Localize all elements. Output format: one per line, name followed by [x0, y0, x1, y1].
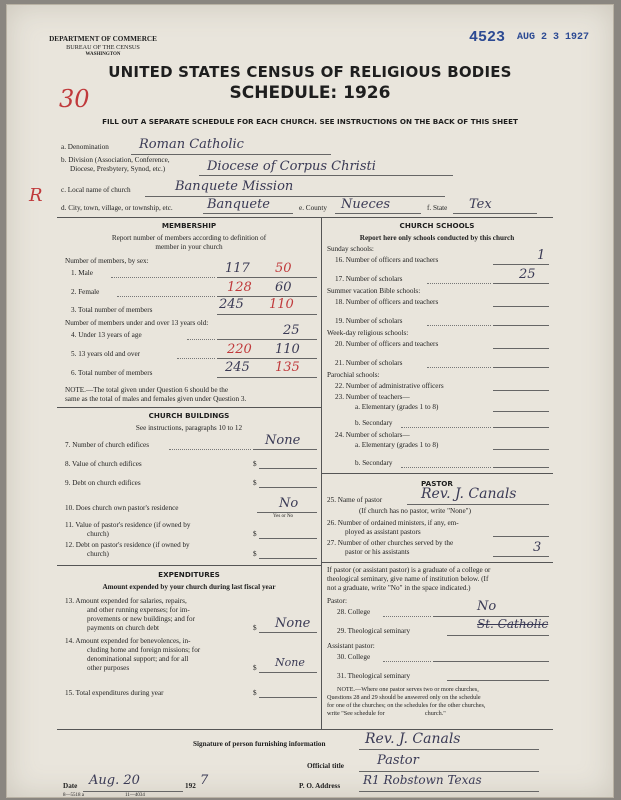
q16-value: 1 — [537, 248, 546, 263]
local-name-label: c. Local name of church — [61, 186, 131, 194]
q13-value: None — [275, 616, 311, 631]
q4-value: 25 — [283, 323, 300, 338]
red-sheet-number: 30 — [59, 85, 90, 113]
q14-value: None — [275, 656, 305, 669]
bureau-city: WASHINGTON — [85, 52, 121, 57]
signature-label: Signature of person furnishing information — [193, 740, 326, 748]
expenditures-intro: Amount expended by your church during last fiscal year — [102, 583, 276, 591]
q13-line-1: 13. Amount expended for salaries, repairs, — [65, 597, 187, 605]
signature-value: Rev. J. Canals — [365, 731, 461, 747]
q18-label: 18. Number of officers and teachers — [335, 298, 439, 306]
buildings-instructions: See instructions, paragraphs 10 to 12 — [135, 424, 243, 432]
pastor-heading: PASTOR — [421, 479, 453, 488]
q27-label-2: pastor or his assistants — [345, 548, 410, 556]
q7-value: None — [265, 433, 301, 448]
q17-value: 25 — [519, 267, 536, 282]
county-label: e. County — [299, 204, 327, 212]
graduate-note-2: theological seminary, give name of institution below. (If — [327, 575, 489, 583]
q27-value: 3 — [533, 540, 542, 555]
q4-label: 4. Under 13 years of age — [71, 331, 142, 339]
q25-value: Rev. J. Canals — [421, 486, 517, 502]
red-r-mark: R — [29, 185, 43, 206]
q15-currency: $ — [253, 689, 257, 697]
q5-label: 5. 13 years old and over — [71, 350, 141, 358]
q12-currency: $ — [253, 550, 257, 558]
q3-alt-value: 110 — [269, 297, 294, 312]
q3-label: 3. Total number of members — [71, 306, 153, 314]
pastor-note-1: NOTE.—Where one pastor serves two or more churches, — [337, 686, 479, 693]
received-stamp-date: AUG 2 3 1927 — [517, 32, 590, 43]
q28-label: 28. College — [337, 608, 371, 616]
q12-label-2: church) — [87, 550, 109, 558]
q20-label: 20. Number of officers and teachers — [335, 340, 439, 348]
graduate-note-3: not a graduate, write "No" in the space indicated.) — [327, 584, 471, 592]
city-label: d. City, town, village, or township, etc. — [61, 204, 173, 212]
q11-label-2: church) — [87, 530, 109, 538]
division-value: Diocese of Corpus Christi — [207, 159, 376, 174]
age-group-label: Number of members under and over 13 years old: — [65, 319, 209, 327]
census-schedule-sheet — [6, 4, 614, 798]
q26-label: 26. Number of ordained ministers, if any, em- — [327, 519, 459, 527]
schedule-title: SCHEDULE: 1926 — [229, 83, 391, 103]
q2-label: 2. Female — [71, 288, 100, 296]
buildings-heading: CHURCH BUILDINGS — [148, 411, 230, 420]
q28-value: No — [477, 599, 497, 614]
q14-line-2: cluding home and foreign missions; for — [87, 646, 201, 654]
q25-label: 25. Name of pastor — [327, 496, 383, 504]
q19-label: 19. Number of scholars — [335, 317, 403, 325]
q14-line-4: other purposes — [87, 664, 130, 672]
q17-label: 17. Number of scholars — [335, 275, 403, 283]
q23a-label: a. Elementary (grades 1 to 8) — [355, 403, 439, 411]
q8-currency: $ — [253, 460, 257, 468]
membership-intro-1: Report number of members according to definition of — [111, 234, 267, 242]
assistant-pastor-label: Assistant pastor: — [327, 642, 375, 650]
q24b-label: b. Secondary — [355, 459, 393, 467]
q11-currency: $ — [253, 530, 257, 538]
q10-value: No — [279, 496, 299, 511]
q1-label: 1. Male — [71, 269, 93, 277]
q31-label: 31. Theological seminary — [337, 672, 411, 680]
received-stamp-number: 4523 — [469, 29, 506, 46]
q11-label: 11. Value of pastor's residence (if owned by — [65, 521, 191, 529]
q22-label: 22. Number of administrative officers — [335, 382, 444, 390]
form-title: UNITED STATES CENSUS OF RELIGIOUS BODIES — [108, 63, 512, 81]
q13-currency: $ — [253, 624, 257, 632]
q13-line-2: and other running expenses; for im- — [87, 606, 190, 614]
denomination-value: Roman Catholic — [139, 137, 244, 152]
q21-label: 21. Number of scholars — [335, 359, 403, 367]
q27-label: 27. Number of other churches served by the — [327, 539, 454, 547]
po-address-label: P. O. Address — [299, 782, 341, 790]
q14-line-3: denominational support; and for all — [87, 655, 189, 663]
q6-value: 245 — [225, 360, 250, 375]
membership-note-2: same as the total of males and females given under Question 3. — [65, 395, 247, 403]
q10-label: 10. Does church own pastor's residence — [65, 504, 179, 512]
local-name-value: Banquete Mission — [175, 179, 294, 194]
q26-label-2: ployed as assistant pastors — [345, 528, 421, 536]
official-title-value: Pastor — [377, 753, 419, 768]
instruction-line: FILL OUT A SEPARATE SCHEDULE FOR EACH CHURCH. SEE INSTRUCTIONS ON THE BACK OF THIS SHEET — [102, 117, 518, 126]
q6-label: 6. Total number of members — [71, 369, 153, 377]
membership-intro-2: member in your church — [155, 243, 223, 251]
dept-name: DEPARTMENT OF COMMERCE — [49, 35, 157, 43]
q14-currency: $ — [253, 664, 257, 672]
schools-heading: CHURCH SCHOOLS — [399, 221, 475, 230]
q25-hint: (If church has no pastor, write "None") — [359, 507, 471, 515]
year-prefix: 192 — [185, 782, 196, 790]
schools-intro: Report here only schools conducted by this church — [359, 234, 515, 242]
year-value: 7 — [200, 773, 209, 788]
q6-alt-value: 135 — [275, 360, 300, 375]
division-label-2: Diocese, Presbytery, Synod, etc.) — [70, 165, 166, 173]
state-label: f. State — [427, 204, 448, 212]
q10-hint: Yes or No — [273, 514, 294, 519]
q30-label: 30. College — [337, 653, 371, 661]
q3-value: 245 — [219, 297, 244, 312]
q5-alt-value: 110 — [275, 342, 300, 357]
division-label: b. Division (Association, Conference, — [61, 156, 170, 164]
pastor-note-4: write "See schedule for church." — [327, 710, 446, 717]
q2-alt-value: 60 — [275, 280, 292, 295]
pastor-note-3: for one of the churches; on the schedules for the other churches, — [327, 702, 486, 709]
q15-label: 15. Total expenditures during year — [65, 689, 164, 697]
q7-label: 7. Number of church edifices — [65, 441, 150, 449]
members-by-sex-label: Number of members, by sex: — [65, 257, 149, 265]
summer-schools-label: Summer vacation Bible schools: — [327, 287, 421, 295]
q9-currency: $ — [253, 479, 257, 487]
po-address-value: R1 Robstown Texas — [363, 773, 482, 787]
official-title-label: Official title — [307, 762, 344, 770]
q12-label: 12. Debt on pastor's residence (if owned by — [65, 541, 190, 549]
q8-label: 8. Value of church edifices — [65, 460, 142, 468]
q23-label: 23. Number of teachers— — [335, 393, 410, 401]
bureau-name: BUREAU OF THE CENSUS — [66, 44, 140, 51]
membership-note-1: NOTE.—The total given under Question 6 should be the — [65, 386, 229, 394]
q24-label: 24. Number of scholars— — [335, 431, 410, 439]
q29-label: 29. Theological seminary — [337, 627, 411, 635]
q5-value: 220 — [227, 342, 252, 357]
membership-heading: MEMBERSHIP — [161, 221, 217, 230]
pastor-note-2: Questions 28 and 29 should be answered only on the schedule — [327, 694, 481, 701]
q9-label: 9. Debt on church edifices — [65, 479, 141, 487]
expenditures-heading: EXPENDITURES — [158, 570, 220, 579]
pastor-sub-label: Pastor: — [327, 597, 347, 605]
county-value: Nueces — [341, 197, 391, 212]
q16-label: 16. Number of officers and teachers — [335, 256, 439, 264]
state-value: Tex — [469, 197, 492, 212]
sunday-schools-label: Sunday schools: — [327, 245, 374, 253]
q14-line-1: 14. Amount expended for benevolences, in- — [65, 637, 191, 645]
q1-alt-value: 50 — [275, 261, 292, 276]
q13-line-3: provements or new buildings; and for — [87, 615, 195, 623]
q23b-label: b. Secondary — [355, 419, 393, 427]
city-value: Banquete — [207, 197, 270, 212]
q29-value: St. Catholic — [477, 617, 549, 631]
q1-value: 117 — [225, 261, 250, 276]
date-label: Date — [63, 782, 78, 790]
graduate-note-1: If pastor (or assistant pastor) is a graduate of a college or — [327, 566, 491, 574]
q24a-label: a. Elementary (grades 1 to 8) — [355, 441, 439, 449]
form-code-2: 11—4034 — [125, 793, 145, 798]
parochial-schools-label: Parochial schools: — [327, 371, 380, 379]
denomination-label: a. Denomination — [61, 143, 109, 151]
q2-value: 128 — [227, 280, 252, 295]
q13-line-4: payments on church debt — [87, 624, 160, 632]
weekday-schools-label: Week-day religious schools: — [327, 329, 409, 337]
date-value: Aug. 20 — [89, 773, 140, 788]
form-code: 8—5518 a — [63, 793, 84, 798]
